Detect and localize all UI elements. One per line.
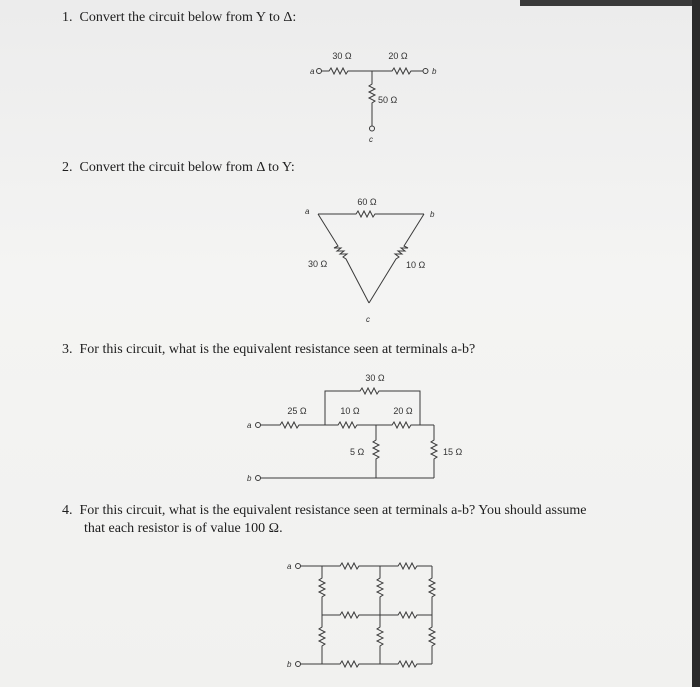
figure-3-ladder-network <box>247 373 463 483</box>
question-3-text: For this circuit, what is the equivalent resistance seen at terminals a-b? <box>79 342 476 357</box>
label-10-ohm: 10 Ω <box>406 260 426 270</box>
resistor-50-ohm <box>369 71 375 126</box>
question-2-number: 2. <box>62 160 73 175</box>
resistor-20-ohm <box>372 68 423 74</box>
terminal-b <box>256 476 261 481</box>
resistor-20-ohm <box>376 422 434 428</box>
figure-2-delta-network <box>305 197 435 324</box>
terminal-a <box>256 423 261 428</box>
terminal-b <box>423 69 428 74</box>
resistor-v-mid-bottom <box>377 615 383 664</box>
resistor-v-right-bottom <box>429 615 435 664</box>
label-30-ohm: 30 Ω <box>365 373 385 383</box>
resistor-60-ohm <box>318 211 424 217</box>
resistor-top-left <box>322 563 380 569</box>
resistor-v-mid-top <box>377 566 383 615</box>
terminal-c <box>370 126 375 131</box>
label-30-ohm: 30 Ω <box>308 259 328 269</box>
figure-1-y-network <box>310 51 437 144</box>
question-3-number: 3. <box>62 342 73 357</box>
question-2-text: Convert the circuit below from Δ to Y: <box>79 160 295 175</box>
label-20-ohm: 20 Ω <box>393 406 413 416</box>
label-b: b <box>430 210 435 219</box>
resistor-bottom-right <box>380 661 432 667</box>
label-b: b <box>432 67 437 76</box>
label-5-ohm: 5 Ω <box>350 447 365 457</box>
resistor-10-ohm <box>369 214 424 303</box>
label-50-ohm: 50 Ω <box>378 95 398 105</box>
question-4-text: For this circuit, what is the equivalent resistance seen at terminals a-b? You should assume <box>79 503 587 518</box>
resistor-mid-right <box>380 612 432 618</box>
resistor-10-ohm <box>325 422 376 428</box>
resistor-bottom-left <box>322 661 380 667</box>
label-c: c <box>366 315 370 324</box>
question-4-text-line2: that each resistor is of value 100 Ω. <box>84 521 283 536</box>
resistor-mid-left <box>322 612 380 618</box>
resistor-15-ohm <box>431 425 437 478</box>
terminal-a <box>296 564 301 569</box>
resistor-30-ohm <box>322 68 373 74</box>
resistor-v-right-top <box>429 566 435 615</box>
label-c: c <box>369 135 373 144</box>
label-b: b <box>287 660 292 669</box>
label-a: a <box>310 67 315 76</box>
label-b: b <box>247 474 252 483</box>
label-15-ohm: 15 Ω <box>443 447 463 457</box>
resistor-25-ohm <box>261 422 326 428</box>
terminal-b <box>296 662 301 667</box>
resistor-v-left-bottom <box>319 615 325 664</box>
label-20-ohm: 20 Ω <box>388 51 408 61</box>
question-4-number: 4. <box>62 503 73 518</box>
label-25-ohm: 25 Ω <box>287 406 307 416</box>
label-60-ohm: 60 Ω <box>357 197 377 207</box>
resistor-v-left-top <box>319 566 325 615</box>
label-30-ohm: 30 Ω <box>332 51 352 61</box>
label-10-ohm: 10 Ω <box>340 406 360 416</box>
terminal-a <box>317 69 322 74</box>
label-a: a <box>287 562 292 571</box>
figure-4-resistor-grid <box>287 562 435 669</box>
label-a: a <box>305 207 310 216</box>
question-1-text: Convert the circuit below from Y to Δ: <box>79 10 297 25</box>
question-1-number: 1. <box>62 10 73 25</box>
resistor-top-right <box>380 563 432 569</box>
label-a: a <box>247 421 252 430</box>
resistor-5-ohm <box>373 425 379 478</box>
